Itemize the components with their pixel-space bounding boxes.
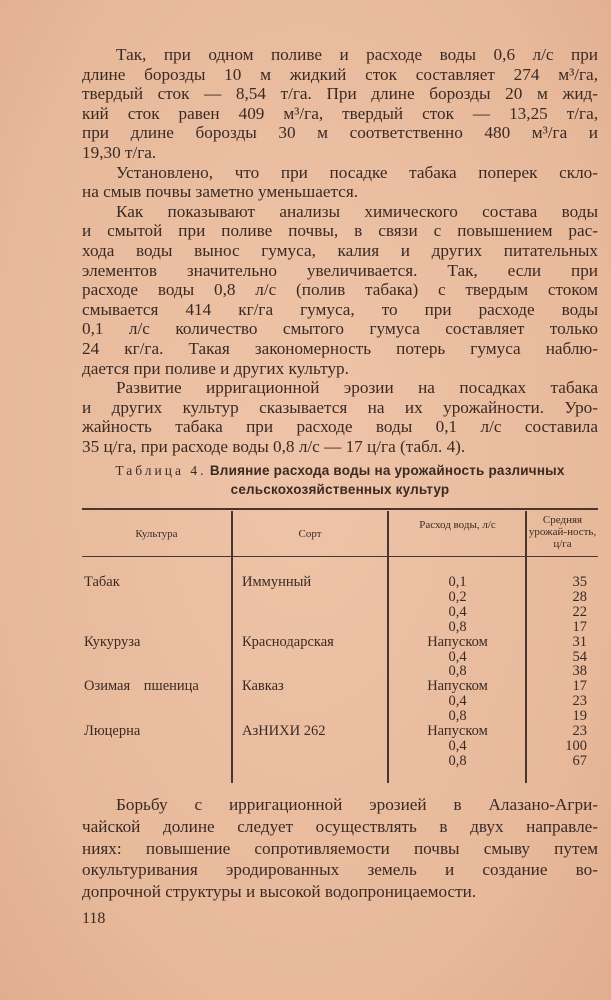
cell-crop: Кукуруза [84, 633, 141, 650]
cell-yield: 22 [572, 603, 587, 620]
body-text-top [82, 45, 598, 456]
cell-yield: 38 [572, 663, 587, 680]
text-line: 0,1 л/с количество смытого гумуса составляет только [82, 319, 598, 339]
cell-water-flow: 0,1 [448, 574, 467, 590]
body-text-bottom [82, 794, 598, 903]
cell-yield: 67 [572, 752, 587, 769]
table-header-rule [82, 556, 598, 557]
page-number: 118 [82, 910, 106, 927]
table-column-divider [231, 511, 233, 783]
cell-water-flow: 0,8 [448, 618, 467, 635]
text-line: 35 ц/га, при расходе воды 0,8 л/с — 17 ц/га (табл. 4). [82, 436, 466, 456]
text-line: длине борозды 10 м жидкий сток составляет 274 м³/га, [82, 64, 598, 84]
table-column-divider [387, 511, 389, 783]
text-line: Развитие ирригационной эрозии на посадках табака [116, 378, 598, 398]
cell-water-flow: 0,4 [448, 648, 467, 665]
text-line: допрочной структуры и высокой водопроницаемости. [82, 882, 477, 902]
table-title-line2: сельскохозяйственных культур [230, 482, 450, 497]
table-label: Таблица 4. [115, 463, 207, 478]
text-line: Так, при одном поливе и расходе воды 0,6 л/с при [116, 45, 598, 64]
header-water-flow: Расход воды, л/с [419, 519, 496, 531]
header-yield: Средняя урожай-ность, ц/га [528, 514, 597, 550]
text-line: чайской долине следует осуществлять в двух направле- [82, 816, 598, 836]
cell-variety: Краснодарская [242, 633, 334, 650]
cell-water-flow: 0,8 [448, 708, 467, 725]
cell-water-flow: 0,2 [448, 588, 467, 605]
cell-water-flow: Напуском [427, 678, 488, 695]
table-title-line1: Влияние расхода воды на урожайность различных [209, 463, 565, 478]
text-line: 24 кг/га. Такая закономерность потерь гумуса наблю- [82, 338, 598, 358]
cell-yield: 17 [572, 618, 587, 635]
cell-water-flow: 0,8 [448, 663, 467, 680]
table-caption [82, 461, 598, 499]
text-line: хода воды вынос гумуса, калия и других питательных [82, 240, 598, 260]
text-line: Установлено, что при посадке табака поперек скло- [116, 162, 598, 182]
cell-water-flow: Напуском [427, 633, 488, 650]
cell-water-flow: 0,4 [448, 603, 467, 620]
cell-yield: 28 [572, 588, 587, 605]
cell-water-flow: 0,4 [448, 737, 467, 754]
cell-water-flow: 0,4 [448, 693, 467, 710]
text-line: Борьбу с ирригационной эрозией в Алазано-Агри- [116, 795, 598, 814]
cell-yield: 31 [572, 633, 587, 650]
cell-yield: 23 [572, 693, 587, 710]
table-top-rule [82, 508, 598, 510]
header-crop: Культура [135, 528, 178, 540]
text-line: дается при поливе и других культур. [82, 358, 349, 378]
cell-yield: 19 [572, 708, 587, 725]
cell-crop: Люцерна [84, 723, 141, 739]
header-variety: Сорт [298, 528, 322, 540]
text-line: ниях: повышение сопротивляемости почвы смыву путем [82, 838, 598, 858]
text-line: и других культур сказывается на их урожайности. Уро- [82, 397, 598, 417]
cell-water-flow: Напуском [427, 723, 488, 739]
text-line: расходе воды 0,8 л/с (полив табака) с твердым стоком [82, 280, 598, 300]
text-line: и смытой при поливе почвы, в связи с повышением рас- [82, 221, 598, 241]
cell-yield: 100 [565, 737, 587, 754]
text-line: твердый сток — 8,54 т/га. При длине борозды 20 м жид- [82, 84, 598, 104]
cell-crop: Озимая пшеница [84, 678, 199, 695]
cell-yield: 54 [572, 648, 587, 665]
text-line: элементов значительно увеличивается. Так, если при [82, 260, 598, 280]
text-line: при длине борозды 30 м соответственно 480 м³/га и [82, 123, 598, 143]
cell-water-flow: 0,8 [448, 752, 467, 769]
cell-variety: АзНИХИ 262 [242, 723, 326, 739]
cell-variety: Иммунный [242, 574, 312, 590]
cell-yield: 35 [572, 574, 587, 590]
text-line: 19,30 т/га. [82, 142, 157, 162]
text-line: Как показывают анализы химического состава воды [116, 201, 598, 221]
cell-yield: 17 [572, 678, 587, 695]
text-line: смывается 414 кг/га гумуса, то при расходе воды [82, 299, 598, 319]
text-line: жайность табака при расходе воды 0,1 л/с составила [82, 417, 598, 437]
text-line: кий сток равен 409 м³/га, твердый сток — 13,25 т/га, [82, 103, 598, 123]
text-line: на смыв почвы заметно уменьшается. [82, 182, 359, 202]
cell-crop: Табак [84, 574, 120, 590]
cell-yield: 23 [572, 723, 587, 739]
text-line: окультуривания эродированных земель и создание во- [82, 860, 598, 880]
cell-variety: Кавказ [242, 678, 284, 695]
